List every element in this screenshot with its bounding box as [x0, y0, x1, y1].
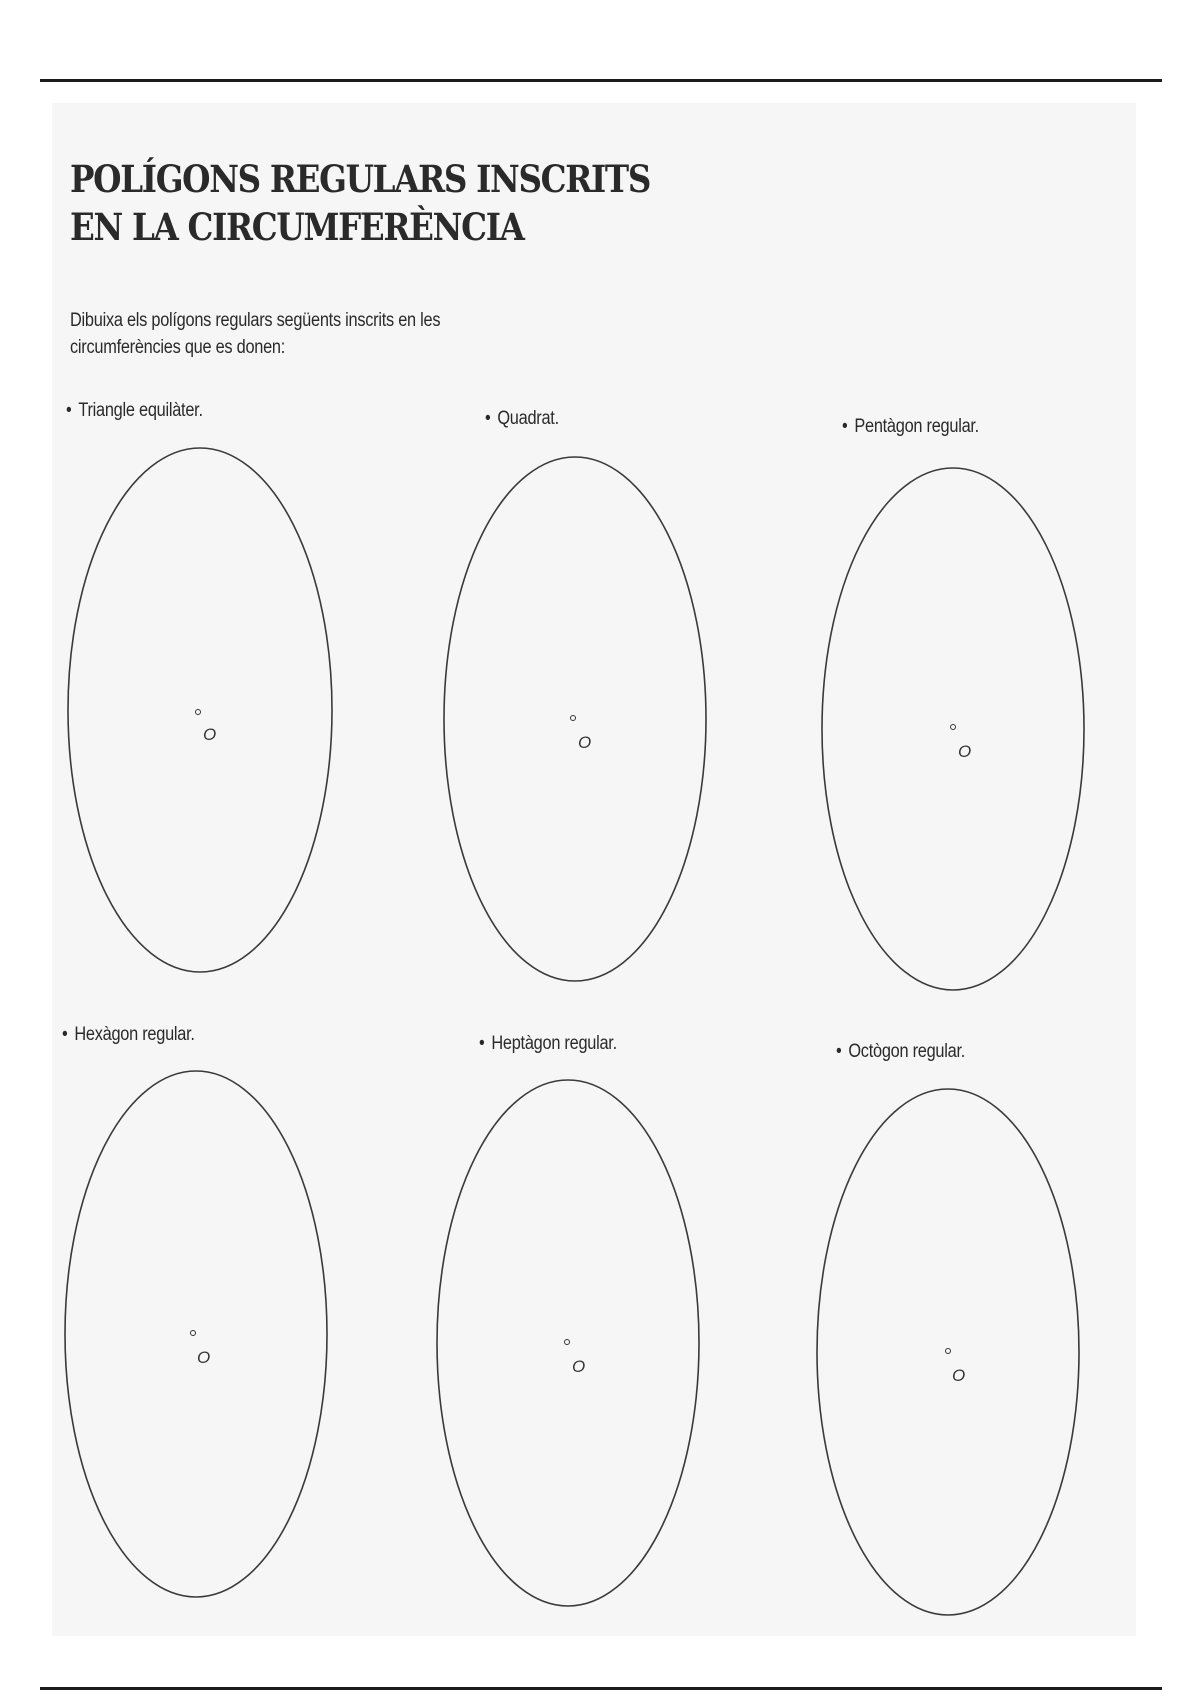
instructions-text: Dibuixa els polígons regulars següents inscrits en les circumferències que es donen: — [70, 310, 441, 358]
bullet-icon: • — [842, 416, 848, 437]
bullet-icon: • — [485, 408, 491, 429]
exercise-label-text: Quadrat. — [497, 408, 559, 429]
circle-figure-heptagon — [437, 1080, 699, 1606]
center-label: O — [952, 1366, 966, 1385]
exercise-label-text: Octògon regular. — [848, 1041, 966, 1062]
circumference — [65, 1071, 327, 1597]
center-point — [946, 1349, 951, 1354]
title-line-1: POLÍGONS REGULARS INSCRITS — [70, 157, 651, 201]
bullet-icon: • — [66, 400, 72, 421]
circle-figure-pentagon — [822, 468, 1084, 990]
center-point — [191, 1331, 196, 1336]
circle-figure-square — [444, 457, 706, 981]
bullet-icon: • — [836, 1041, 842, 1062]
center-label: O — [197, 1348, 211, 1367]
exercise-label-text: Hexàgon regular. — [74, 1024, 195, 1045]
circle-figure-hexagon — [65, 1071, 327, 1597]
center-label: O — [203, 725, 217, 744]
center-point — [196, 710, 201, 715]
circle-figure-octagon — [817, 1089, 1079, 1615]
bottom-rule — [40, 1687, 1162, 1690]
bullet-icon: • — [479, 1033, 485, 1054]
bullet-icon: • — [62, 1024, 68, 1045]
center-point — [951, 725, 956, 730]
exercise-label-text: Triangle equilàter. — [78, 400, 203, 421]
center-label: O — [578, 733, 592, 752]
center-point — [565, 1340, 570, 1345]
center-point — [571, 716, 576, 721]
center-label: O — [572, 1357, 586, 1376]
center-label: O — [958, 742, 972, 761]
circumference — [437, 1080, 699, 1606]
exercise-label-text: Heptàgon regular. — [491, 1033, 617, 1054]
circle-figure-triangle — [68, 448, 332, 972]
circumference — [817, 1089, 1079, 1615]
exercise-label-text: Pentàgon regular. — [854, 416, 979, 437]
title-line-2: EN LA CIRCUMFERÈNCIA — [70, 205, 524, 249]
